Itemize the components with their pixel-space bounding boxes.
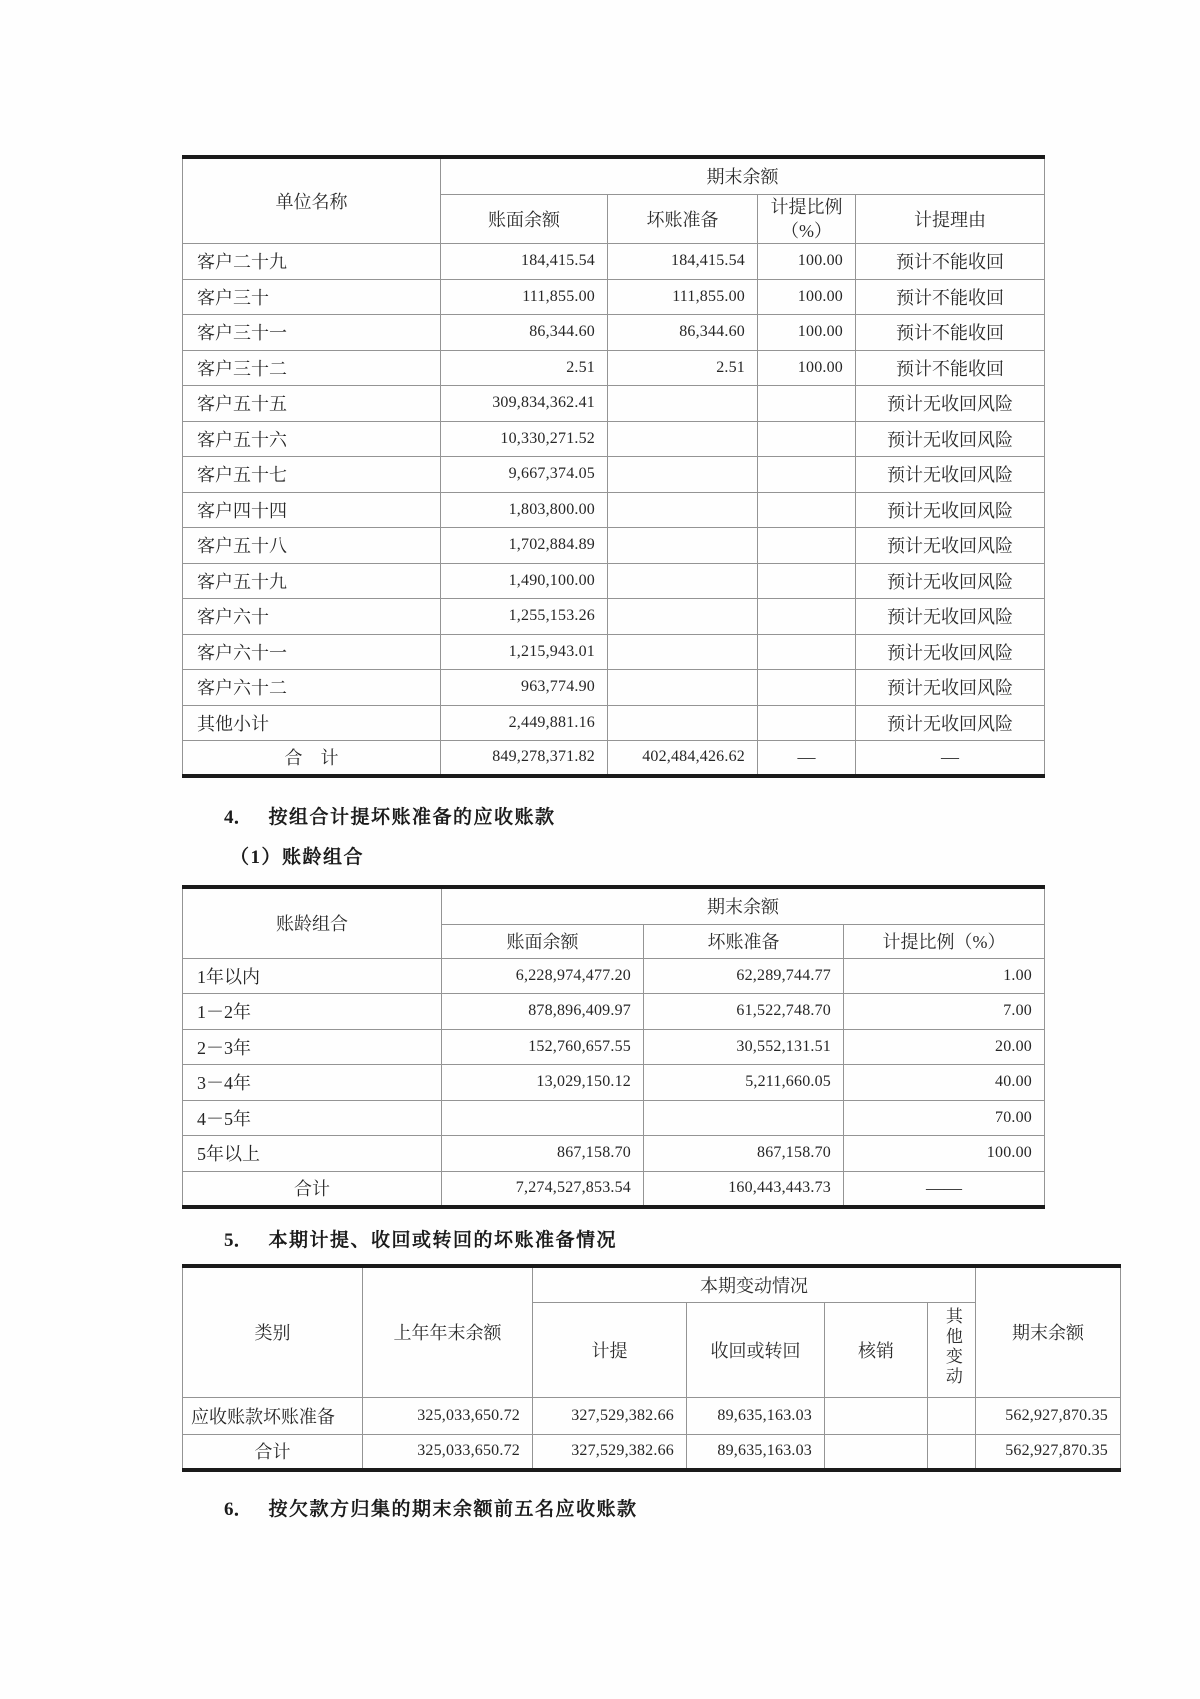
cell (608, 528, 758, 564)
col-header-closing-balance-group: 期末余额 (442, 887, 1045, 924)
col-header-provision-ratio (758, 194, 856, 244)
cell: 562,927,870.35 (976, 1434, 1121, 1470)
total-row (183, 1171, 1045, 1207)
cell: 客户三十二 (183, 350, 441, 386)
col-header-current-change-group: 本期变动情况 (533, 1266, 976, 1302)
cell: 预计无收回风险 (856, 705, 1045, 741)
cell: 预计无收回风险 (856, 421, 1045, 457)
cell: 100.00 (758, 350, 856, 386)
cell (608, 457, 758, 493)
col-header-accrual: 计提 (533, 1302, 687, 1397)
cell (825, 1397, 928, 1434)
cell: 62,289,744.77 (644, 958, 844, 994)
cell: 客户二十九 (183, 244, 441, 280)
individual-provision-table (182, 155, 1045, 778)
cell: 客户五十六 (183, 421, 441, 457)
table-row (183, 1029, 1045, 1065)
cell (644, 1100, 844, 1136)
cell: 1,803,800.00 (441, 492, 608, 528)
cell: 309,834,362.41 (441, 386, 608, 422)
cell: 100.00 (758, 315, 856, 351)
section-4-1-label: （1）账龄组合 (230, 847, 365, 868)
cell (758, 634, 856, 670)
col-header-aging-portfolio: 账龄组合 (183, 887, 442, 958)
cell: 1,490,100.00 (441, 563, 608, 599)
cell (758, 670, 856, 706)
cell: 7,274,527,853.54 (442, 1171, 644, 1207)
cell (758, 421, 856, 457)
ratio-header-line1: 计提比例 (770, 196, 843, 217)
cell: 100.00 (758, 244, 856, 280)
cell: 客户五十九 (183, 563, 441, 599)
cell: 预计无收回风险 (856, 528, 1045, 564)
table-row (183, 994, 1045, 1030)
table-row (183, 386, 1045, 422)
cell: 应收账款坏账准备 (183, 1397, 363, 1434)
section-6-title: 按欠款方归集的期末余额前五名应收账款 (268, 1499, 638, 1520)
cell (608, 599, 758, 635)
cell: 963,774.90 (441, 670, 608, 706)
cell (758, 599, 856, 635)
cell: 3－4年 (183, 1065, 442, 1101)
cell: 61,522,748.70 (644, 994, 844, 1030)
cell (608, 563, 758, 599)
cell: 86,344.60 (441, 315, 608, 351)
cell: 预计无收回风险 (856, 386, 1045, 422)
cell (758, 528, 856, 564)
provision-movement-table (182, 1264, 1121, 1472)
table-row (183, 1397, 1121, 1434)
table-row (183, 457, 1045, 493)
table-row (183, 492, 1045, 528)
cell (758, 563, 856, 599)
cell: 184,415.54 (608, 244, 758, 280)
cell: — (856, 741, 1045, 776)
cell: 13,029,150.12 (442, 1065, 644, 1101)
table-row (183, 958, 1045, 994)
ratio-header-line2: （%） (781, 220, 832, 241)
col-header-other-changes (928, 1302, 976, 1397)
cell: 184,415.54 (441, 244, 608, 280)
cell: 1,255,153.26 (441, 599, 608, 635)
cell: 7.00 (844, 994, 1045, 1030)
cell: 客户五十五 (183, 386, 441, 422)
cell: 1,215,943.01 (441, 634, 608, 670)
cell: 5,211,660.05 (644, 1065, 844, 1101)
section-6-heading (224, 1494, 638, 1521)
cell: 预计无收回风险 (856, 492, 1045, 528)
cell (608, 386, 758, 422)
cell: 客户三十一 (183, 315, 441, 351)
cell (928, 1397, 976, 1434)
cell: 预计无收回风险 (856, 634, 1045, 670)
section-5-heading (224, 1225, 617, 1252)
table-row (183, 315, 1045, 351)
table-header-row (183, 887, 1045, 924)
cell: 111,855.00 (441, 279, 608, 315)
section-4-title: 按组合计提坏账准备的应收账款 (268, 807, 556, 828)
cell: 预计无收回风险 (856, 670, 1045, 706)
col-header-recovery-or-reversal: 收回或转回 (687, 1302, 825, 1397)
col-header-book-balance: 账面余额 (441, 194, 608, 244)
table-row (183, 1100, 1045, 1136)
cell: 预计不能收回 (856, 350, 1045, 386)
cell: 客户六十二 (183, 670, 441, 706)
cell: 40.00 (844, 1065, 1045, 1101)
cell (758, 457, 856, 493)
section-5-number: 5． (224, 1230, 253, 1251)
cell: 2,449,881.16 (441, 705, 608, 741)
cell: 160,443,443.73 (644, 1171, 844, 1207)
table-header-row (183, 157, 1045, 194)
table-row (183, 279, 1045, 315)
cell: 客户四十四 (183, 492, 441, 528)
table-row (183, 563, 1045, 599)
cell: 其他小计 (183, 705, 441, 741)
cell: 327,529,382.66 (533, 1434, 687, 1470)
cell: —— (844, 1171, 1045, 1207)
cell: 预计无收回风险 (856, 563, 1045, 599)
cell: 10,330,271.52 (441, 421, 608, 457)
table-row (183, 350, 1045, 386)
table-row (183, 244, 1045, 280)
total-row (183, 1434, 1121, 1470)
cell: 89,635,163.03 (687, 1397, 825, 1434)
cell (758, 492, 856, 528)
col-header-unit-name: 单位名称 (183, 157, 441, 244)
table-row (183, 1065, 1045, 1101)
cell: 152,760,657.55 (442, 1029, 644, 1065)
cell (928, 1434, 976, 1470)
section-4-heading (224, 802, 556, 829)
cell: 4－5年 (183, 1100, 442, 1136)
cell: 2.51 (608, 350, 758, 386)
cell (608, 492, 758, 528)
cell: 327,529,382.66 (533, 1397, 687, 1434)
table-row (183, 528, 1045, 564)
table-row (183, 705, 1045, 741)
table-row (183, 634, 1045, 670)
total-label-cell: 合计 (183, 1434, 363, 1470)
cell: 20.00 (844, 1029, 1045, 1065)
cell: 1,702,884.89 (441, 528, 608, 564)
section-4-1-heading (230, 842, 364, 869)
cell: 325,033,650.72 (363, 1434, 533, 1470)
table-row (183, 670, 1045, 706)
cell: 2－3年 (183, 1029, 442, 1065)
cell: 2.51 (441, 350, 608, 386)
cell: 402,484,426.62 (608, 741, 758, 776)
cell: 30,552,131.51 (644, 1029, 844, 1065)
other-changes-vertical-text: 其他变动 (942, 1307, 962, 1387)
cell (608, 634, 758, 670)
total-row (183, 741, 1045, 776)
table-row (183, 421, 1045, 457)
col-header-bad-debt-provision: 坏账准备 (608, 194, 758, 244)
cell: 100.00 (844, 1136, 1045, 1172)
cell: 6,228,974,477.20 (442, 958, 644, 994)
cell (608, 670, 758, 706)
cell: 878,896,409.97 (442, 994, 644, 1030)
cell (608, 705, 758, 741)
cell (758, 386, 856, 422)
cell: 562,927,870.35 (976, 1397, 1121, 1434)
total-label-cell: 合 计 (183, 741, 441, 776)
cell: 预计不能收回 (856, 315, 1045, 351)
total-label-cell: 合计 (183, 1171, 442, 1207)
cell: 86,344.60 (608, 315, 758, 351)
cell: 预计不能收回 (856, 279, 1045, 315)
cell: 111,855.00 (608, 279, 758, 315)
cell: 9,667,374.05 (441, 457, 608, 493)
cell: 客户六十 (183, 599, 441, 635)
cell: 70.00 (844, 1100, 1045, 1136)
col-header-provision-reason: 计提理由 (856, 194, 1045, 244)
cell: — (758, 741, 856, 776)
cell: 100.00 (758, 279, 856, 315)
cell (758, 705, 856, 741)
col-header-write-off: 核销 (825, 1302, 928, 1397)
col-header-closing-balance-group: 期末余额 (441, 157, 1045, 194)
col-header-closing-balance: 期末余额 (976, 1266, 1121, 1397)
cell: 849,278,371.82 (441, 741, 608, 776)
cell (825, 1434, 928, 1470)
cell: 客户三十 (183, 279, 441, 315)
col-header-prior-year-balance: 上年年末余额 (363, 1266, 533, 1397)
cell (442, 1100, 644, 1136)
col-header-category: 类别 (183, 1266, 363, 1397)
cell: 客户五十七 (183, 457, 441, 493)
cell: 客户六十一 (183, 634, 441, 670)
table-row (183, 599, 1045, 635)
cell: 867,158.70 (644, 1136, 844, 1172)
cell: 325,033,650.72 (363, 1397, 533, 1434)
cell: 1.00 (844, 958, 1045, 994)
cell: 867,158.70 (442, 1136, 644, 1172)
aging-portfolio-table (182, 885, 1045, 1209)
col-header-book-balance: 账面余额 (442, 924, 644, 958)
col-header-provision-ratio: 计提比例（%） (844, 924, 1045, 958)
table-row (183, 1136, 1045, 1172)
cell: 5年以上 (183, 1136, 442, 1172)
cell (608, 421, 758, 457)
col-header-bad-debt-provision: 坏账准备 (644, 924, 844, 958)
cell: 1年以内 (183, 958, 442, 994)
cell: 客户五十八 (183, 528, 441, 564)
section-5-title: 本期计提、收回或转回的坏账准备情况 (268, 1230, 618, 1251)
cell: 预计不能收回 (856, 244, 1045, 280)
cell: 1－2年 (183, 994, 442, 1030)
section-6-number: 6． (224, 1499, 253, 1520)
cell: 89,635,163.03 (687, 1434, 825, 1470)
cell: 预计无收回风险 (856, 599, 1045, 635)
table-header-row (183, 1266, 1121, 1302)
section-4-number: 4． (224, 807, 253, 828)
cell: 预计无收回风险 (856, 457, 1045, 493)
